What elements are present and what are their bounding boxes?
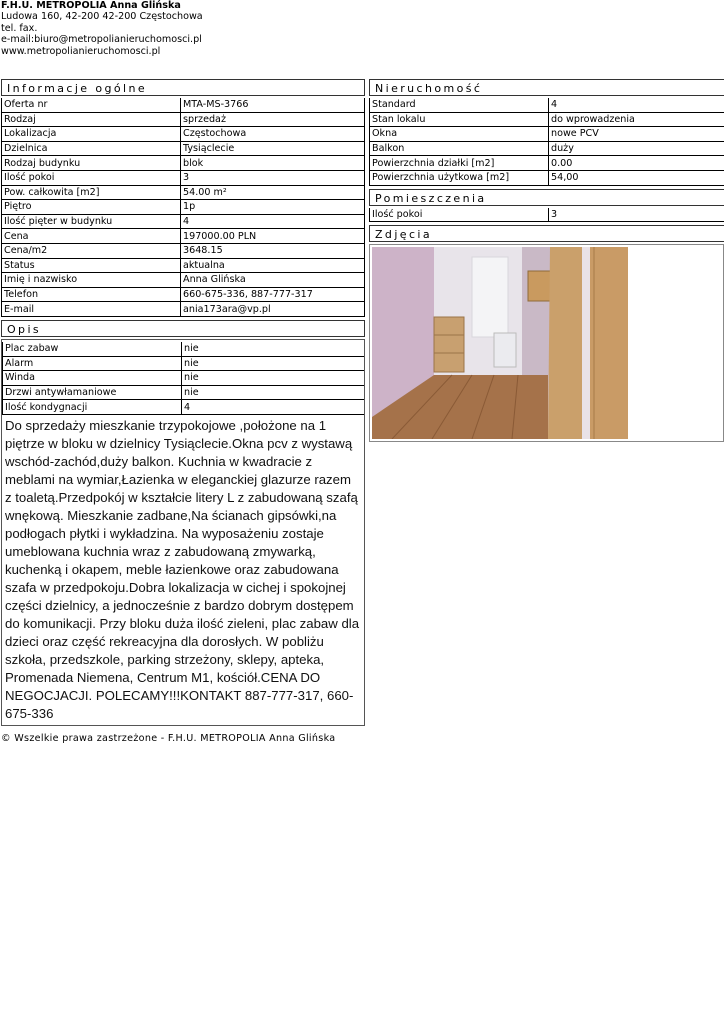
table-row: Status aktualna <box>1 259 365 274</box>
table-row: Oferta nr MTA-MS-3766 <box>1 98 365 113</box>
property-table <box>369 98 724 186</box>
table-row: Imię i nazwisko Anna Glińska <box>1 273 365 288</box>
table-row: Plac zabaw nie <box>2 342 364 357</box>
general-table <box>1 98 365 317</box>
table-row: Pow. całkowita [m2] 54.00 m² <box>1 186 365 201</box>
table-row: Alarm nie <box>2 357 364 372</box>
opis-box <box>1 339 365 415</box>
description-text: Do sprzedaży mieszkanie trzypokojowe ,położone na 1 piętrze w bloku w dzielnicy Tysiąclecie.Okna pcv z wystawą wschód-zachód,duży balkon. Kuchnia w kwadracie z meblami na wymiar,Łazienka w eleganckiej glazurze razem z toaletą.Przedpokój w kształcie litery L z zabudowaną szafą wnękową. Mieszkanie zadbane,Na ścianach gipsówki,na podłogach płytki i wykładzina. Na wyposażeniu zostaje umeblowana kuchnia wraz z zabudowaną zmywarką, kuchenką i okapem, meble łazienkowe oraz zabudowana szafa w przedpokoju.Dobra lokalizacja w cichej i spokojnej części dzielnicy, a jednocześnie z bardzo dobrym dostępem do komunikacji. Przy bloku duża ilość zieleni, plac zabaw dla dzieci oraz część rekreacyjna dla dorosłych. W pobliżu szkoła, przedszkole, parking strzeżony, sklepy, apteka, Promenada Niemena, Centrum M1, kościół.CENA DO NEGOCJACJI. POLECAMY!!!KONTAKT 887-777-317, 660-675-336 <box>1 415 365 726</box>
table-row: Powierzchnia użytkowa [m2] 54,00 <box>369 171 724 186</box>
table-row: Telefon 660-675-336, 887-777-317 <box>1 288 365 303</box>
table-row: Piętro 1p <box>1 200 365 215</box>
photo-frame <box>369 244 724 442</box>
company-name: F.H.U. METROPOLIA Anna Glińska <box>1 0 181 11</box>
table-row: Ilość pokoi 3 <box>369 208 724 223</box>
company-website: www.metropolianieruchomosci.pl <box>1 45 161 57</box>
section-opis-title: Opis <box>1 320 365 337</box>
company-header <box>1 0 203 57</box>
right-column <box>369 79 724 442</box>
company-address: Ludowa 160, 42-200 42-200 Częstochowa <box>1 11 203 23</box>
room-photo-image <box>372 247 628 439</box>
table-row: Rodzaj sprzedaż <box>1 113 365 128</box>
footer-copyright: © Wszelkie prawa zastrzeżone - F.H.U. METROPOLIA Anna Glińska <box>1 733 336 744</box>
company-email: e-mail:biuro@metropolianieruchomosci.pl <box>1 34 202 46</box>
table-row: Ilość kondygnacji 4 <box>2 400 364 415</box>
table-row: Cena/m2 3648.15 <box>1 244 365 259</box>
table-row: Powierzchnia działki [m2] 0.00 <box>369 156 724 171</box>
opis-table <box>2 342 364 415</box>
table-row: E-mail ania173ara@vp.pl <box>1 302 365 317</box>
table-row: Rodzaj budynku blok <box>1 156 365 171</box>
table-row: Lokalizacja Częstochowa <box>1 127 365 142</box>
section-property-title: Nieruchomość <box>369 79 724 96</box>
table-row: Dzielnica Tysiąclecie <box>1 142 365 157</box>
rooms-table <box>369 208 724 223</box>
table-row: Ilość pokoi 3 <box>1 171 365 186</box>
room-photo[interactable] <box>372 247 628 439</box>
section-photos-title: Zdjęcia <box>369 225 724 242</box>
table-row: Ilość pięter w budynku 4 <box>1 215 365 230</box>
table-row: Drzwi antywłamaniowe nie <box>2 386 364 401</box>
table-row: Stan lokalu do wprowadzenia <box>369 113 724 128</box>
section-general-title: Informacje ogólne <box>1 79 365 96</box>
left-column <box>1 79 365 726</box>
table-row: Balkon duży <box>369 142 724 157</box>
section-rooms-title: Pomieszczenia <box>369 189 724 206</box>
table-row: Winda nie <box>2 371 364 386</box>
table-row: Okna nowe PCV <box>369 127 724 142</box>
table-row: Cena 197000.00 PLN <box>1 229 365 244</box>
company-phone: tel. fax. <box>1 22 38 34</box>
table-row: Standard 4 <box>369 98 724 113</box>
